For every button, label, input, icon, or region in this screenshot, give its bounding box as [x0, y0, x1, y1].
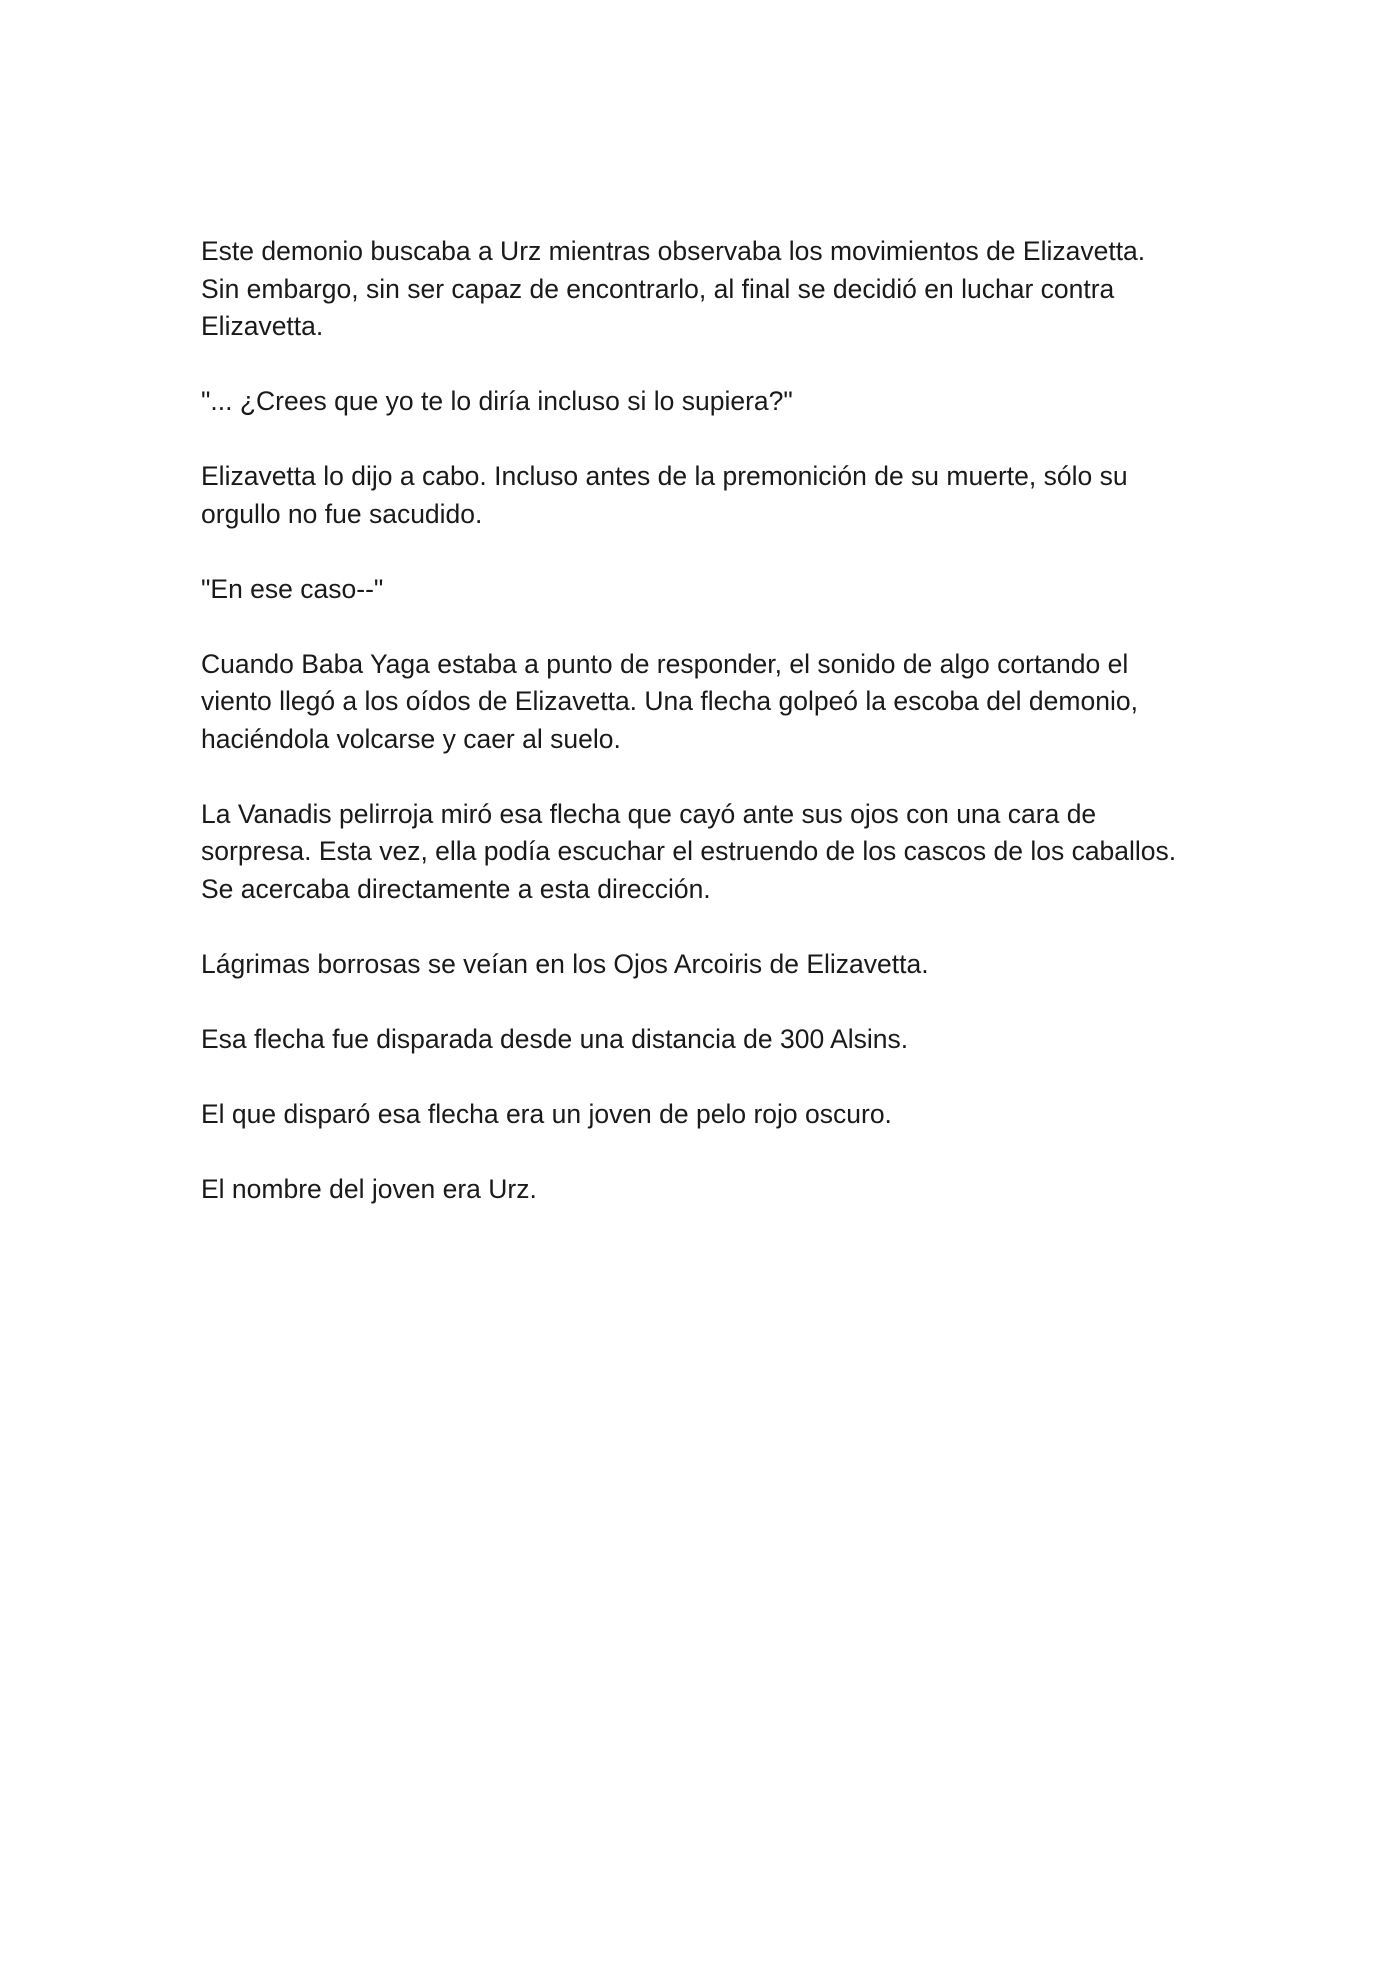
text-line: Elizavetta lo dijo a cabo. Incluso antes de la premonición de su muerte, sólo su — [201, 461, 1128, 491]
text-line: Elizavetta. — [201, 311, 324, 341]
document-body — [201, 233, 1211, 1246]
text-line: Lágrimas borrosas se veían en los Ojos Arcoiris de Elizavetta. — [201, 948, 929, 979]
text-line: La Vanadis pelirroja miró esa flecha que cayó ante sus ojos con una cara de — [201, 798, 1097, 829]
text-line: "... ¿Crees que yo te lo diría incluso si lo supiera?" — [201, 386, 793, 416]
paragraph-3 — [201, 458, 1211, 533]
text-line: haciéndola volcarse y caer al suelo. — [201, 723, 621, 754]
paragraph-7 — [201, 946, 1211, 984]
paragraph-6 — [201, 796, 1211, 909]
paragraph-5 — [201, 646, 1211, 759]
paragraph-10 — [201, 1171, 1211, 1209]
text-line: Esa flecha fue disparada desde una distancia de 300 Alsins. — [201, 1023, 909, 1054]
text-line: Sin embargo, sin ser capaz de encontrarlo, al final se decidió en luchar contra — [201, 273, 1115, 304]
text-line: "En ese caso--" — [201, 573, 384, 604]
paragraph-4 — [201, 571, 1211, 609]
text-line: Cuando Baba Yaga estaba a punto de responder, el sonido de algo cortando el — [201, 648, 1129, 679]
paragraph-9 — [201, 1096, 1211, 1134]
paragraph-1 — [201, 233, 1211, 346]
text-line: Se acercaba directamente a esta dirección. — [201, 873, 711, 904]
text-line: Este demonio buscaba a Urz mientras observaba los movimientos de Elizavetta. — [201, 236, 1146, 266]
paragraph-8 — [201, 1021, 1211, 1059]
text-line: El que disparó esa flecha era un joven de pelo rojo oscuro. — [201, 1098, 892, 1129]
text-line: viento llegó a los oídos de Elizavetta. Una flecha golpeó la escoba del demonio, — [201, 686, 1138, 716]
text-line: orgullo no fue sacudido. — [201, 498, 483, 529]
paragraph-2 — [201, 383, 1211, 421]
text-line: El nombre del joven era Urz. — [201, 1173, 537, 1204]
text-line: sorpresa. Esta vez, ella podía escuchar el estruendo de los cascos de los caballos. — [201, 836, 1177, 866]
